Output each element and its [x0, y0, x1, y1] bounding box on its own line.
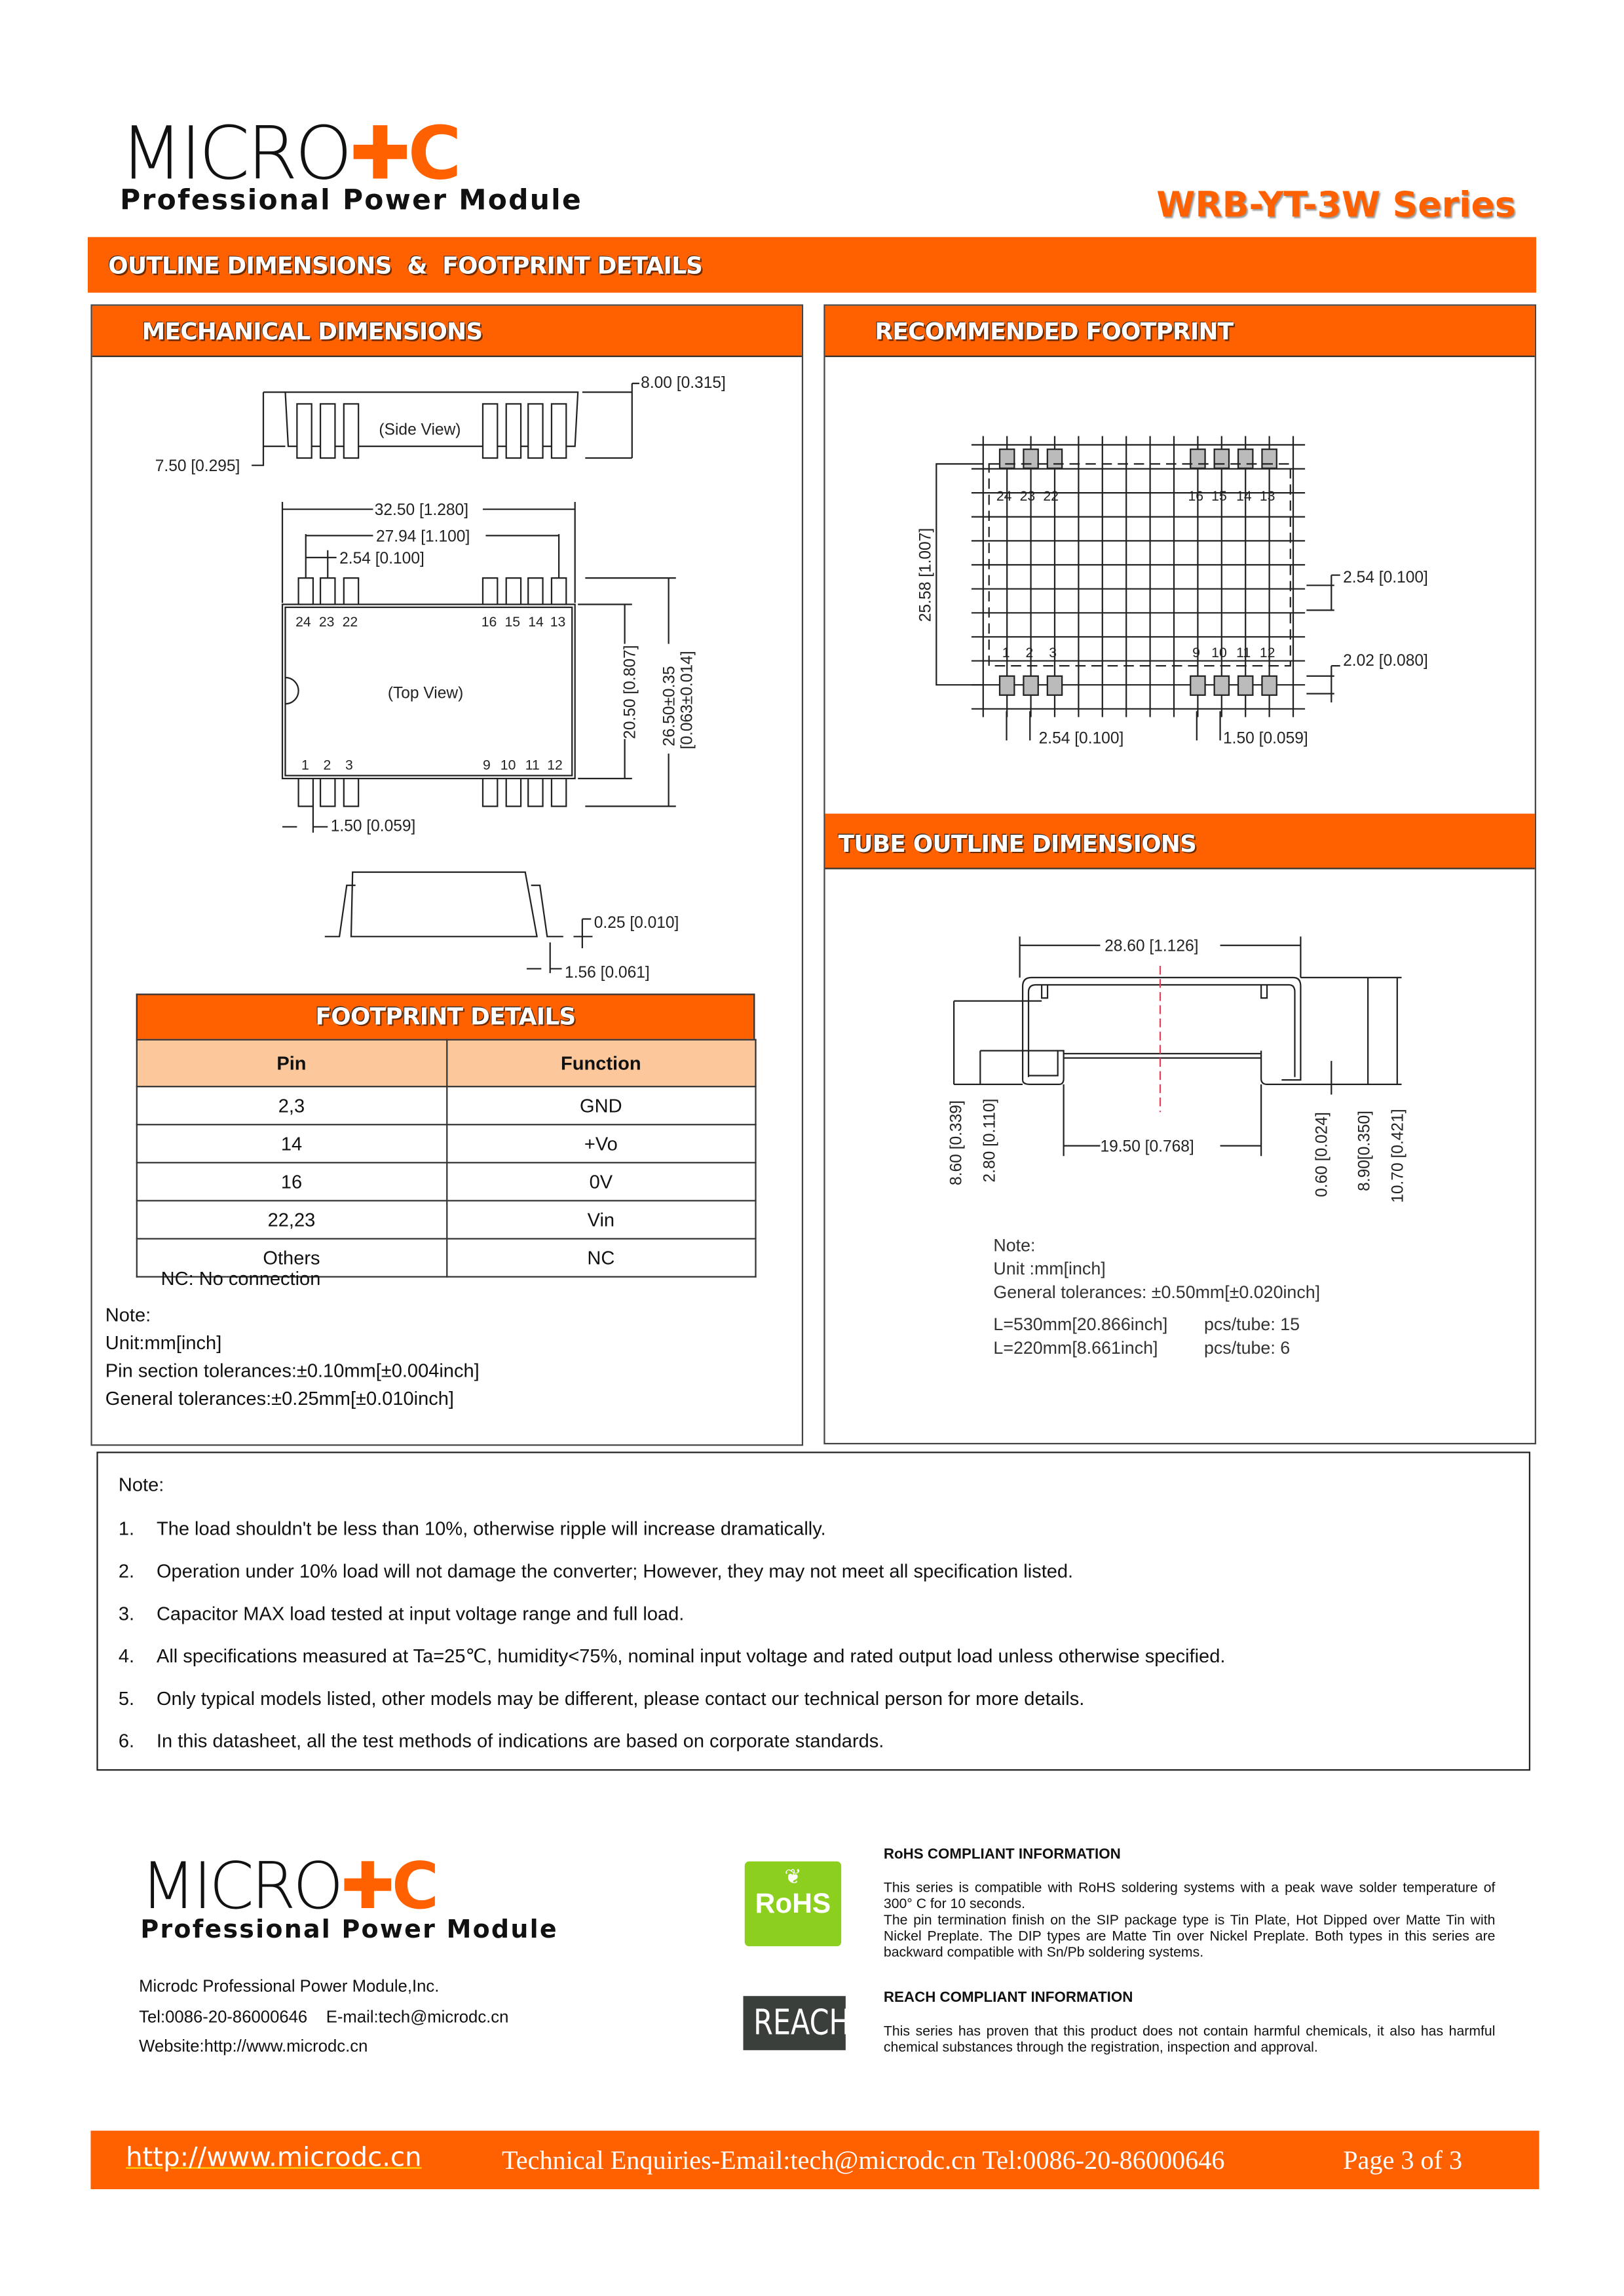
dim-tube-inner: 19.50 [0.768]	[1100, 1138, 1194, 1156]
pin-label: 13	[1259, 488, 1275, 504]
pin-cell: 22,23	[137, 1200, 446, 1238]
nc-note: NC: No connection	[161, 1267, 321, 1290]
function-cell: 0V	[446, 1162, 755, 1200]
pin-label: 12	[1259, 645, 1275, 660]
tube-outline-drawing	[947, 936, 1407, 1202]
company-website: Website:http://www.microdc.cn	[139, 2038, 368, 2056]
pin-label: 22	[1043, 488, 1059, 504]
note-item: 3. Capacitor MAX load tested at input voltage range and full load.	[118, 1602, 685, 1624]
note-line: Unit:mm[inch]	[105, 1331, 222, 1354]
footprint-grid-drawing	[972, 436, 1305, 718]
pin-label: 23	[318, 614, 335, 630]
dim-pad-width: 1.50 [0.059]	[1223, 729, 1308, 748]
pin-label: 15	[1211, 488, 1227, 504]
reach-info	[884, 1990, 1496, 2056]
pin-label: 9	[1192, 645, 1200, 660]
pin-label: 22	[342, 614, 358, 630]
pin-label: 2	[323, 757, 331, 773]
side-view-label: (Side View)	[379, 421, 461, 439]
dim-tube-h4: 10.70 [0.421]	[1389, 1109, 1407, 1203]
function-cell: Vin	[446, 1200, 755, 1238]
dim-tube-h1: 8.60 [0.339]	[947, 1100, 966, 1185]
note-text: In this datasheet, all the test methods of indications are based on corporate standards.	[156, 1729, 884, 1752]
general-notes-box	[96, 1451, 1530, 1770]
rohs-info	[884, 1846, 1496, 1961]
pin-label: 24	[996, 488, 1012, 504]
pin-label: 11	[525, 757, 540, 773]
footprint-pad	[1023, 450, 1038, 469]
company-contact: Tel:0086-20-86000646 E-mail:tech@microdc.cn	[139, 2008, 509, 2027]
pin-label: 14	[528, 614, 544, 630]
dim-tube-width: 28.60 [1.126]	[1105, 937, 1199, 955]
pin-label: 9	[482, 757, 491, 773]
logo-tagline: Professional Power Module	[140, 1915, 558, 1945]
note-item: 4. All specifications measured at Ta=25℃, humidity<75%, nominal input voltage and rated output load unless otherwise specified.	[118, 1645, 1226, 1667]
dim-pitch: 2.54 [0.100]	[339, 549, 425, 567]
footprint-pad	[1190, 676, 1205, 695]
pin-label: 10	[500, 757, 516, 773]
pin-label: 2	[1025, 645, 1034, 660]
dim-total-width: 26.50±0.35	[660, 666, 679, 746]
footer-enquiries: Technical Enquiries-Email:tech@microdc.cn Tel:0086-20-86000646	[502, 2145, 1225, 2175]
note-text: Operation under 10% load will not damage the converter; However, they may not meet all specification listed.	[156, 1559, 1074, 1582]
dim-height-total: 8.00 [0.315]	[641, 373, 726, 392]
pin-label: 16	[1188, 488, 1204, 504]
pin-label: 12	[547, 757, 563, 773]
rohs-badge-text: RoHS	[755, 1889, 831, 1921]
note-line: General tolerances:±0.25mm[±0.010inch]	[105, 1387, 454, 1409]
pin-label: 3	[345, 757, 353, 773]
footprint-pad	[1215, 676, 1229, 695]
note-line: Note:	[105, 1303, 151, 1326]
footprint-pad	[1000, 450, 1014, 469]
note-line: Unit :mm[inch]	[993, 1258, 1106, 1279]
reach-badge	[744, 1996, 850, 2050]
lead-profile-drawing	[325, 872, 679, 982]
rohs-badge	[745, 1862, 841, 1947]
pin-cell: 2,3	[137, 1086, 446, 1124]
rohs-text: This series is compatible with RoHS soldering systems with a peak wave solder temperature of 300° C for 10 seconds.	[883, 1880, 1496, 1913]
dim-pad-length: 2.02 [0.080]	[1343, 652, 1428, 670]
tube-title: TUBE OUTLINE DIMENSIONS	[838, 830, 1197, 858]
dim-pin-span: 27.94 [1.100]	[375, 527, 470, 546]
dim-grid: 2.54 [0.100]	[1343, 568, 1428, 586]
footprint-pad	[1238, 676, 1253, 695]
reach-text: This series has proven that this product does not contain harmful chemicals, it also has harmful chemical substances through the registration, inspection and approval.	[883, 2023, 1496, 2056]
tube-length: L=530mm[20.866inch]	[993, 1314, 1168, 1335]
footprint-pad	[1000, 676, 1014, 695]
note-text: Only typical models listed, other models may be different, please contact our technical person for more details.	[156, 1687, 1085, 1710]
company-info	[139, 1972, 508, 2062]
pin-label: 1	[1002, 645, 1010, 660]
note-line: Pin section tolerances:±0.10mm[±0.004inch]	[105, 1359, 480, 1382]
footprint-pad	[1190, 450, 1205, 469]
note-line: Note:	[993, 1234, 1036, 1256]
pin-label: 24	[295, 614, 311, 630]
side-view-drawing	[155, 374, 726, 475]
note-text: All specifications measured at Ta=25℃, humidity<75%, nominal input voltage and rated output load unless otherwise specified.	[156, 1645, 1226, 1667]
mechanical-title: MECHANICAL DIMENSIONS	[142, 317, 483, 346]
column-header-function: Function	[446, 1040, 755, 1086]
dim-footprint-pitch: 2.54 [0.100]	[1038, 729, 1124, 748]
dim-body-width: 20.50 [0.807]	[621, 645, 639, 739]
top-view-label: (Top View)	[387, 684, 464, 702]
pin-label: 15	[504, 614, 521, 630]
footprint-labels	[916, 464, 1427, 748]
note-line: General tolerances: ±0.50mm[±0.020inch]	[993, 1282, 1321, 1303]
tube-length: L=220mm[8.661inch]	[993, 1337, 1158, 1358]
dim-tube-thickness: 0.60 [0.024]	[1313, 1112, 1331, 1197]
reach-badge-text: REACH	[753, 2002, 850, 2043]
note-item: 6. In this datasheet, all the test methods of indications are based on corporate standards.	[118, 1729, 884, 1752]
top-view-drawing	[282, 501, 696, 835]
dim-lead-thickness: 0.25 [0.010]	[594, 913, 679, 932]
rohs-text: The pin termination finish on the SIP package type is Tin Plate, Hot Dipped over Matte Tin with Nickel Preplate. The DIP types are Matte Tin over Nickel Preplate. Both types in this series are backward compatible with Sn/Pb soldering systems.	[883, 1912, 1496, 1961]
function-cell: NC	[446, 1238, 755, 1276]
note-item: 1. The load shouldn't be less than 10%, otherwise ripple will increase dramatically.	[118, 1517, 826, 1540]
pin-label: 13	[550, 614, 566, 630]
footer-url-link[interactable]: http://www.microdc.cn	[126, 2142, 422, 2173]
note-text: Capacitor MAX load tested at input voltage range and full load.	[156, 1602, 685, 1624]
dim-pin-width: 1.50 [0.059]	[330, 817, 416, 835]
footer-bar	[90, 2131, 1539, 2189]
dim-footprint-height: 25.58 [1.007]	[916, 527, 935, 622]
dim-tube-h3: 8.90[0.350]	[1355, 1111, 1374, 1191]
notes-title: Note:	[118, 1473, 164, 1496]
pin-label: 1	[301, 757, 309, 773]
tube-pcs: pcs/tube: 6	[1204, 1337, 1291, 1358]
logo-tagline: Professional Power Module	[120, 184, 582, 217]
pin-cell: 14	[137, 1124, 446, 1162]
footprint-pad	[1238, 450, 1253, 469]
pin-label: 10	[1211, 645, 1227, 660]
pin-cell: 16	[137, 1162, 446, 1200]
dim-lead-length: 1.56 [0.061]	[565, 963, 650, 982]
footprint-pad	[1048, 450, 1062, 469]
function-cell: +Vo	[446, 1124, 755, 1162]
leaf-icon: ❦	[784, 1864, 802, 1888]
note-item: 2. Operation under 10% load will not damage the converter; However, they may not meet all specification listed.	[118, 1559, 1074, 1582]
dim-total-width-inch: [0.063±0.014]	[678, 651, 696, 750]
footprint-pad	[1215, 450, 1229, 469]
company-name: Microdc Professional Power Module,Inc.	[139, 1978, 440, 1997]
footprint-pad	[1023, 676, 1038, 695]
pin-label: 16	[481, 614, 497, 630]
pin-label: 11	[1236, 645, 1251, 660]
function-cell: GND	[446, 1086, 755, 1124]
page-number: Page 3 of 3	[1343, 2145, 1463, 2175]
dim-tube-h2: 2.80 [0.110]	[981, 1098, 999, 1183]
footprint-pad	[1048, 676, 1062, 695]
footprint-pad	[1262, 450, 1276, 469]
column-header-pin: Pin	[137, 1040, 446, 1086]
dim-length: 32.50 [1.280]	[374, 501, 469, 520]
footer-logo: MICRO✚C Professional Power Module	[140, 1856, 565, 1945]
pin-label: 23	[1019, 488, 1036, 504]
rohs-title: RoHS COMPLIANT INFORMATION	[883, 1846, 1121, 1863]
note-item: 5. Only typical models listed, other models may be different, please contact our technical person for more details.	[118, 1687, 1085, 1710]
footprint-pad	[1262, 676, 1276, 695]
pin-cell: Others	[137, 1238, 446, 1276]
footprint-title: RECOMMENDED FOOTPRINT	[875, 317, 1234, 346]
table-title: FOOTPRINT DETAILS	[136, 993, 755, 1039]
note-text: The load shouldn't be less than 10%, otherwise ripple will increase dramatically.	[156, 1517, 826, 1540]
reach-title: REACH COMPLIANT INFORMATION	[883, 1990, 1133, 2006]
series-title: WRB-YT-3W Series	[1156, 184, 1516, 225]
header-logo: MICRO✚C Professional Power Module	[120, 117, 603, 223]
pin-label: 3	[1049, 645, 1057, 660]
tube-pcs: pcs/tube: 15	[1204, 1314, 1300, 1335]
section-title: OUTLINE DIMENSIONS & FOOTPRINT DETAILS	[108, 252, 703, 280]
pin-label: 14	[1236, 488, 1252, 504]
dim-height-body: 7.50 [0.295]	[155, 457, 240, 476]
